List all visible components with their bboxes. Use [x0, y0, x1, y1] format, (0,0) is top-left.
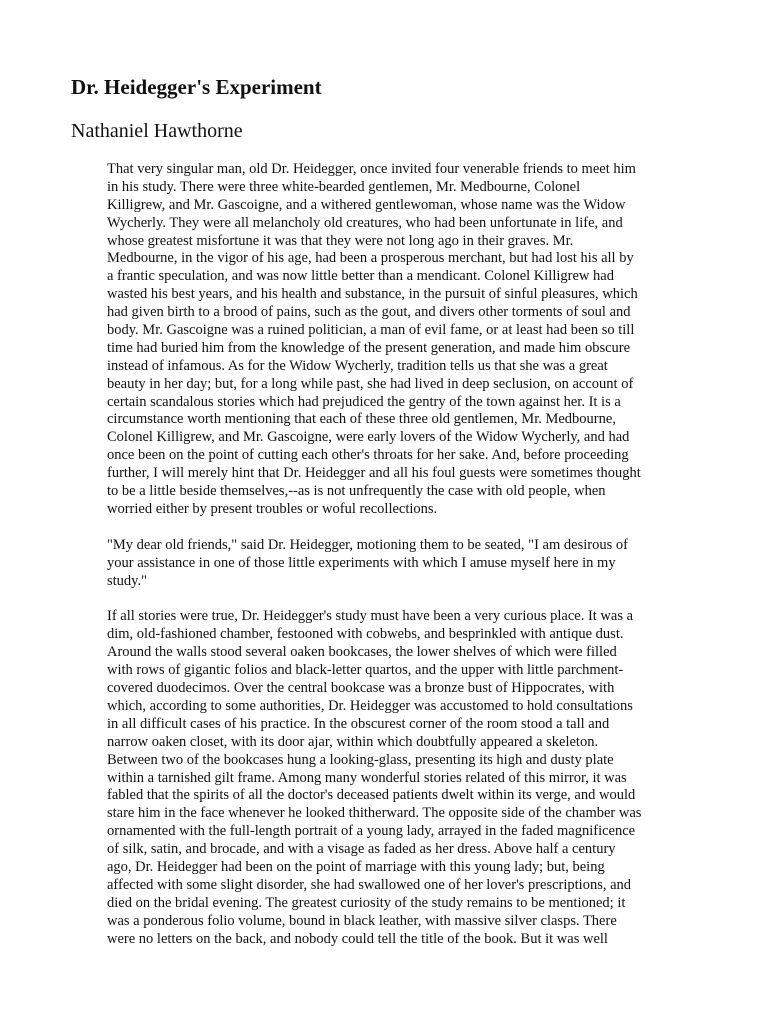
text-line: Between two of the bookcases hung a looking-glass, presenting its high and dusty plate	[107, 751, 614, 768]
paragraph	[107, 161, 667, 519]
text-line: Colonel Killigrew, and Mr. Gascoigne, were early lovers of the Widow Wycherly, and had	[107, 429, 630, 446]
text-line: If all stories were true, Dr. Heidegger's study must have been a very curious place. It was a	[107, 608, 634, 625]
text-line: wasted his best years, and his health and substance, in the pursuit of sinful pleasures, which	[107, 286, 638, 303]
text-line: Wycherly. They were all melancholy old creatures, who had been unfortunate in life, and	[107, 214, 623, 231]
document-body	[107, 161, 667, 966]
text-line: "My dear old friends," said Dr. Heidegger, motioning them to be seated, "I am desirous of	[107, 536, 628, 553]
text-line: which, according to some authorities, Dr. Heidegger was accustomed to hold consultations	[107, 697, 633, 714]
paragraph	[107, 608, 667, 948]
text-line: time had buried him from the knowledge of the present generation, and made him obscure	[107, 339, 631, 356]
text-line: circumstance worth mentioning that each of these three old gentlemen, Mr. Medbourne,	[107, 411, 616, 428]
text-line: were no letters on the back, and nobody could tell the title of the book. But it was well	[107, 930, 608, 947]
text-line: dim, old-fashioned chamber, festooned with cobwebs, and besprinkled with antique dust.	[107, 626, 624, 643]
text-line: worried either by present troubles or woful recollections.	[107, 500, 438, 517]
text-line: your assistance in one of those little experiments with which I amuse myself here in my	[107, 554, 616, 571]
text-line: ago, Dr. Heidegger had been on the point of marriage with this young lady; but, being	[107, 858, 605, 875]
text-line: Killigrew, and Mr. Gascoigne, and a withered gentlewoman, whose name was the Widow	[107, 196, 626, 213]
text-line: fabled that the spirits of all the doctor's deceased patients dwelt within its verge, and would	[107, 787, 636, 804]
text-line: certain scandalous stories which had prejudiced the gentry of the town against her. It is a	[107, 393, 621, 410]
text-line: a frantic speculation, and was now little better than a mendicant. Colonel Killigrew had	[107, 268, 614, 285]
text-line: in his study. There were three white-bearded gentlemen, Mr. Medbourne, Colonel	[107, 178, 581, 195]
text-line: in all difficult cases of his practice. In the obscurest corner of the room stood a tall and	[107, 715, 610, 732]
text-line: body. Mr. Gascoigne was a ruined politician, a man of evil fame, or at least had been so till	[107, 322, 635, 339]
text-line: had given birth to a brood of pains, such as the gout, and divers other torments of soul and	[107, 304, 631, 321]
text-line: ornamented with the full-length portrait of a young lady, arrayed in the faded magnificence	[107, 823, 636, 840]
document-title: Dr. Heidegger's Experiment	[71, 75, 322, 99]
text-line: That very singular man, old Dr. Heidegger, once invited four venerable friends to meet him	[107, 161, 636, 177]
text-line: Medbourne, in the vigor of his age, had been a prosperous merchant, but had lost his all by	[107, 250, 634, 267]
text-line: affected with some slight disorder, she had swallowed one of her lover's prescriptions, and	[107, 876, 632, 893]
text-line: instead of infamous. As for the Widow Wycherly, tradition tells us that she was a great	[107, 357, 608, 374]
text-line: covered duodecimos. Over the central bookcase was a bronze bust of Hippocrates, with	[107, 680, 615, 697]
text-line: to be a little beside themselves,--as is not unfrequently the case with old people, when	[107, 483, 606, 500]
text-line: beauty in her day; but, for a long while past, she had lived in deep seclusion, on account of	[107, 375, 634, 392]
text-line: study."	[107, 572, 148, 589]
author-name: Nathaniel Hawthorne	[71, 120, 243, 142]
text-line: once been on the point of cutting each other's throats for her sake. And, before proceeding	[107, 447, 629, 464]
text-line: Around the walls stood several oaken bookcases, the lower shelves of which were filled	[107, 644, 617, 661]
text-line: within a tarnished gilt frame. Among many wonderful stories related of this mirror, it was	[107, 769, 627, 786]
text-line: died on the bridal evening. The greatest curiosity of the study remains to be mentioned; it	[107, 894, 626, 911]
text-line: stare him in the face whenever he looked thitherward. The opposite side of the chamber was	[107, 805, 642, 822]
text-line: of silk, satin, and brocade, and with a visage as faded as her dress. Above half a century	[107, 841, 616, 858]
paragraph	[107, 537, 667, 591]
text-line: narrow oaken closet, with its door ajar, within which doubtfully appeared a skeleton.	[107, 733, 599, 750]
text-line: was a ponderous folio volume, bound in black leather, with massive silver clasps. There	[107, 912, 617, 929]
text-line: with rows of gigantic folios and black-letter quartos, and the upper with little parchment-	[107, 662, 624, 679]
text-line: whose greatest misfortune it was that they were not long ago in their graves. Mr.	[107, 232, 574, 249]
text-line: further, I will merely hint that Dr. Heidegger and all his foul guests were sometimes thought	[107, 465, 641, 482]
